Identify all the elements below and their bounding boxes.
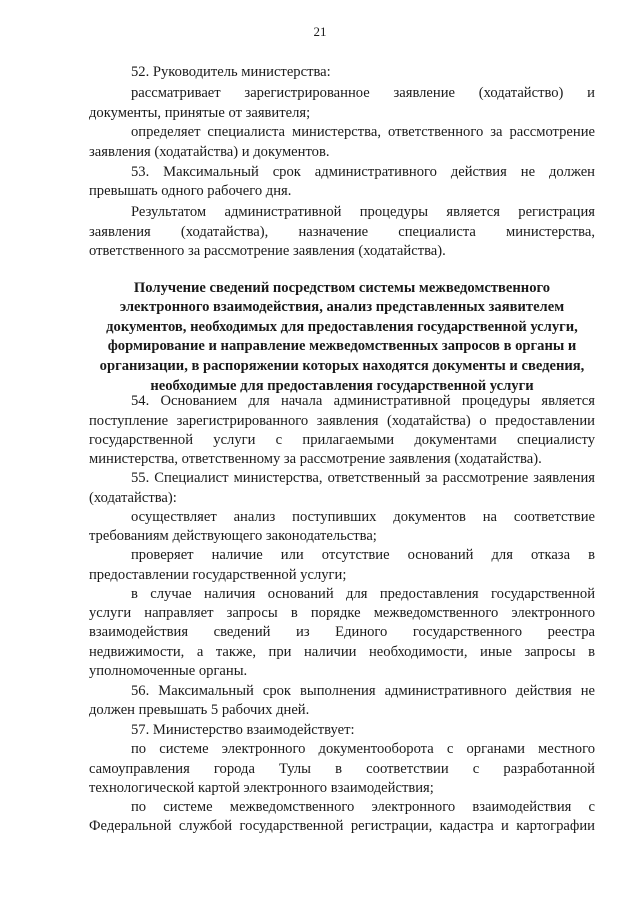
section-heading-line: организации, в распоряжении которых находятся документы и сведения, [99, 358, 585, 374]
section-heading-line: документов, необходимых для предоставления государственной услуги, [106, 319, 578, 335]
paragraph-line: заявления (ходатайства) и документов. [89, 144, 330, 160]
paragraph-line: проверяет наличие или отсутствие оснований для отказа в [131, 547, 595, 563]
paragraph-line: предоставлении государственной услуги; [89, 567, 347, 583]
paragraph-line: заявления (ходатайства), назначение специалиста министерства, [89, 224, 595, 240]
paragraph-line: осуществляет анализ поступивших документов на соответствие [131, 509, 595, 525]
paragraph-line: технологической картой электронного взаимодействия; [89, 780, 434, 796]
paragraph-line: по системе межведомственного электронного взаимодействия с [131, 799, 595, 815]
paragraph-line: 55. Специалист министерства, ответственный за рассмотрение заявления [131, 470, 595, 486]
paragraph-line: Результатом административной процедуры является регистрация [131, 204, 595, 220]
paragraph-line: недвижимости, а также, при наличии необходимости, иные запросы в [89, 644, 595, 660]
section-heading-line: формирование и направление межведомственных запросов в органы и [107, 338, 577, 354]
paragraph-line: ответственного за рассмотрение заявления (ходатайства). [89, 243, 446, 259]
paragraph-line: взаимодействия сведений из Единого государственного реестра [89, 624, 595, 640]
section-heading-line: электронного взаимодействия, анализ представленных заявителем [119, 299, 565, 315]
paragraph-line: услуги направляет запросы в порядке межведомственного электронного [89, 605, 595, 621]
paragraph-line: уполномоченные органы. [89, 663, 248, 679]
paragraph-line: в случае наличия оснований для предоставления государственной [131, 586, 595, 602]
paragraph-line: должен превышать 5 рабочих дней. [89, 702, 310, 718]
paragraph-line: 53. Максимальный срок административного действия не должен [131, 164, 595, 180]
paragraph-line: Федеральной службой государственной регистрации, кадастра и картографии [89, 818, 595, 834]
paragraph-line: 57. Министерство взаимодействует: [131, 722, 355, 738]
paragraph-line: определяет специалиста министерства, ответственного за рассмотрение [131, 124, 595, 140]
section-heading-line: необходимые для предоставления государственной услуги [150, 378, 534, 394]
paragraph-line: государственной услуги с прилагаемыми документами специалисту [89, 432, 595, 448]
paragraph-line: самоуправления города Тулы в соответствии с разработанной [89, 761, 595, 777]
paragraph-line: 54. Основанием для начала административной процедуры является [131, 393, 595, 409]
paragraph-line: (ходатайства): [89, 490, 177, 506]
paragraph-line: документы, принятые от заявителя; [89, 105, 311, 121]
page-number: 21 [313, 24, 327, 39]
paragraph-line: 52. Руководитель министерства: [131, 64, 331, 80]
paragraph-line: министерства, ответственному за рассмотрение заявления (ходатайства). [89, 451, 542, 467]
paragraph-line: поступление зарегистрированного заявления (ходатайства) о предоставлении [89, 413, 595, 429]
paragraph-line: 56. Максимальный срок выполнения административного действия не [131, 683, 595, 699]
paragraph-line: рассматривает зарегистрированное заявление (ходатайство) и [131, 85, 595, 101]
section-heading-line: Получение сведений посредством системы межведомственного [133, 280, 551, 296]
paragraph-line: требованиям действующего законодательства; [89, 528, 377, 544]
paragraph-line: по системе электронного документооборота с органами местного [131, 741, 595, 757]
paragraph-line: превышать одного рабочего дня. [89, 183, 292, 199]
